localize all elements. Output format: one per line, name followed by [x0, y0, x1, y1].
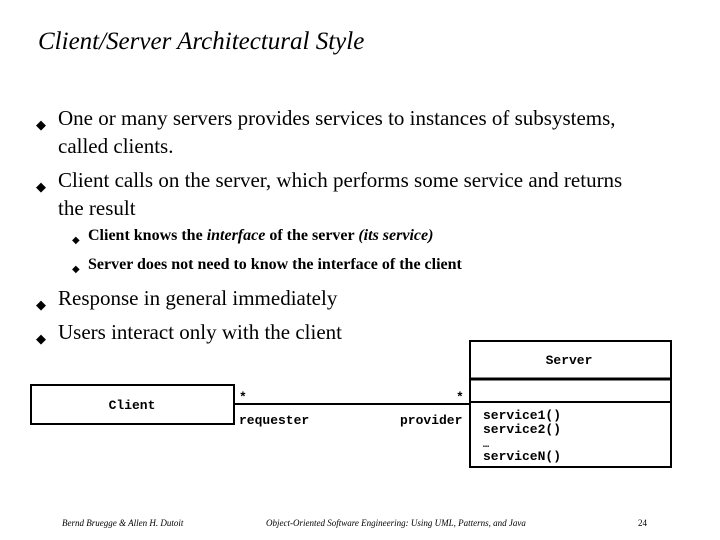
server-operation: serviceN()	[483, 449, 562, 464]
client-multiplicity: *	[239, 390, 247, 405]
sub-bullet-text-part: Client knows the	[88, 227, 207, 244]
server-class-box	[470, 341, 671, 467]
bullet-text: Client calls on the server, which performs some service and returns the result	[58, 168, 623, 220]
sub-bullet-emphasis: interface	[206, 227, 266, 244]
bullet-text: One or many servers provides services to instances of subsystems, called clients.	[58, 106, 616, 158]
footer-authors: Bernd Bruegge & Allen H. Dutoit	[62, 518, 184, 528]
client-role-label: requester	[239, 413, 310, 428]
diamond-bullet-icon: ◆	[36, 297, 46, 312]
slide-title: Client/Server Architectural Style	[38, 28, 365, 55]
diamond-bullet-icon: ◆	[36, 331, 46, 346]
footer-book-title: Object-Oriented Software Engineering: Using UML, Patterns, and Java	[266, 518, 526, 528]
server-operation: service1()	[483, 408, 562, 423]
bullet-text: Response in general immediately	[58, 286, 338, 310]
server-role-label: provider	[400, 413, 463, 428]
server-operation: …	[483, 440, 490, 451]
diamond-bullet-icon: ◆	[36, 117, 46, 132]
client-class-box	[31, 385, 234, 424]
diamond-bullet-icon: ◆	[36, 179, 46, 194]
server-multiplicity: *	[456, 390, 464, 405]
sub-bullet-emphasis: (its service)	[358, 227, 434, 244]
diamond-bullet-icon: ◆	[72, 235, 80, 246]
client-class-name: Client	[108, 398, 156, 413]
server-operation: service2()	[483, 422, 562, 437]
server-class-name: Server	[545, 353, 593, 368]
diamond-bullet-icon: ◆	[72, 264, 80, 275]
page-number: 24	[638, 518, 647, 528]
sub-bullet-text: Server does not need to know the interface of the client	[88, 256, 462, 273]
bullet-text: Users interact only with the client	[58, 320, 343, 344]
sub-bullet-text-part: of the server	[265, 227, 359, 244]
